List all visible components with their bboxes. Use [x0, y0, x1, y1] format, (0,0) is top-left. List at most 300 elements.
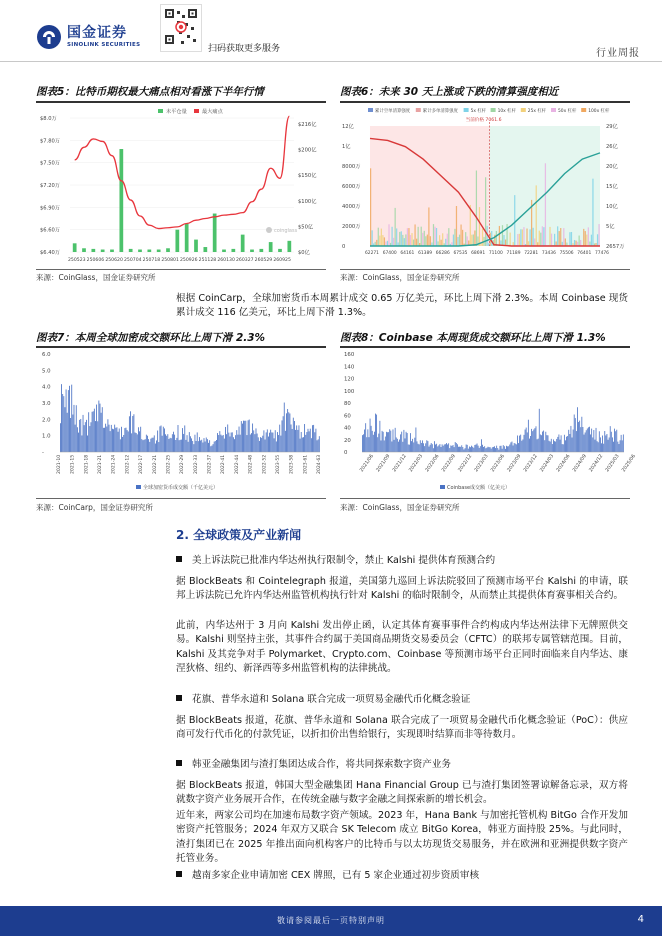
volume-bar [464, 449, 465, 452]
volume-bar [189, 432, 190, 452]
liquidation-bar [471, 235, 472, 246]
left-axis-tick: $7.50万 [40, 160, 61, 167]
x-axis-tick: 250704 [124, 258, 142, 263]
volume-bar [548, 435, 549, 452]
volume-bar [157, 431, 158, 452]
volume-bar [130, 411, 131, 452]
x-axis-tick: 2024/03 [539, 453, 556, 474]
volume-bar [387, 432, 388, 452]
volume-bar [478, 446, 479, 452]
volume-bar [67, 413, 68, 452]
news-bullet-vietnam [176, 869, 479, 883]
volume-bar [437, 446, 438, 452]
volume-bar [115, 428, 116, 452]
liquidation-bar [588, 227, 589, 246]
volume-bar [389, 429, 390, 452]
liquidation-bar [575, 241, 576, 246]
volume-bar [564, 435, 565, 452]
volume-bar [408, 444, 409, 452]
liquidation-bar [391, 227, 392, 246]
volume-bar [135, 432, 136, 452]
legend-label: 100x 杠杆 [588, 109, 610, 114]
volume-bar [411, 441, 412, 452]
volume-bar [401, 432, 402, 452]
liquidation-bar [559, 231, 560, 246]
volume-bar [204, 438, 205, 452]
legend-label: Coinbase成交额（亿美元） [447, 485, 511, 491]
liquidation-bar [526, 229, 527, 246]
volume-bar [443, 446, 444, 452]
volume-bar [91, 422, 92, 452]
volume-bar [498, 450, 499, 452]
volume-bar [504, 446, 505, 452]
volume-bar [482, 445, 483, 452]
volume-bar [550, 442, 551, 452]
volume-bar [288, 412, 289, 452]
figure7-bottom-rule [36, 498, 326, 499]
x-axis-tick: 77476 [595, 251, 609, 256]
volume-bar [254, 434, 255, 452]
volume-bar [588, 427, 589, 452]
open-interest-bar [241, 235, 245, 252]
liquidation-bar [499, 226, 500, 246]
open-interest-bar [213, 214, 217, 252]
x-axis-tick: 250718 [142, 258, 161, 263]
volume-bar [470, 447, 471, 452]
volume-bar [187, 435, 188, 452]
liquidation-bar [571, 232, 572, 246]
qr-code[interactable] [160, 4, 202, 52]
liquidation-bar [549, 227, 550, 246]
x-axis-tick: 2024-63 [317, 454, 322, 474]
volume-bar [445, 444, 446, 452]
liquidation-bar [574, 240, 575, 246]
liquidation-bar [457, 237, 458, 246]
footer-disclaimer[interactable]: 敬请参阅最后一页特别声明 [277, 916, 385, 925]
volume-bar [590, 434, 591, 452]
volume-bar [534, 428, 535, 452]
volume-bar [426, 440, 427, 452]
volume-bar [553, 439, 554, 452]
volume-bar [258, 437, 259, 452]
volume-bar [529, 439, 530, 452]
liquidation-bar [416, 239, 417, 246]
volume-bar [383, 432, 384, 452]
volume-bar [319, 436, 320, 452]
liquidation-bar [381, 229, 382, 246]
volume-bar [486, 448, 487, 452]
volume-bar [218, 435, 219, 452]
volume-bar [296, 425, 297, 452]
volume-bar [473, 448, 474, 452]
volume-bar [510, 442, 511, 452]
volume-bar [145, 439, 146, 452]
volume-bar [413, 442, 414, 452]
volume-bar [574, 415, 575, 452]
right-axis-tick: 20亿 [606, 164, 618, 170]
volume-bar [171, 438, 172, 452]
volume-bar [278, 435, 279, 452]
x-axis-tick: 260327 [236, 258, 254, 263]
right-axis-tick: 26亿 [606, 144, 618, 150]
liquidation-bar [569, 232, 570, 246]
volume-bar [179, 440, 180, 452]
volume-bar [517, 435, 518, 452]
liquidation-bar [520, 229, 521, 246]
chart5-svg [36, 104, 326, 268]
volume-bar [603, 444, 604, 452]
x-axis-tick: 2021/06 [359, 453, 376, 474]
legend-label: 25x 杠杆 [527, 109, 547, 114]
liquidation-bar [479, 207, 480, 246]
volume-bar [435, 444, 436, 452]
volume-bar [441, 447, 442, 452]
liquidation-bar [453, 235, 454, 246]
volume-bar [449, 448, 450, 452]
x-axis-tick: 2021-10 [57, 454, 62, 474]
open-interest-bar [82, 248, 86, 252]
volume-bar [224, 439, 225, 452]
volume-bar [384, 440, 385, 452]
volume-bar [364, 429, 365, 452]
volume-bar [276, 441, 277, 452]
x-axis-tick: 250523 [68, 258, 86, 263]
x-axis-tick: 2022-44 [234, 454, 240, 474]
volume-bar [495, 448, 496, 452]
qr-caption: 扫码获取更多服务 [208, 44, 281, 54]
volume-bar [226, 434, 227, 452]
volume-bar [143, 440, 144, 452]
volume-bar [100, 404, 101, 452]
liquidation-bar [414, 224, 415, 246]
volume-bar [174, 435, 175, 452]
volume-bar [480, 446, 481, 452]
volume-bar [223, 435, 224, 452]
volume-bar [287, 409, 288, 452]
volume-bar [540, 434, 541, 452]
volume-bar [497, 448, 498, 452]
volume-bar [468, 449, 469, 452]
left-axis-tick: $6.60万 [40, 227, 61, 234]
volume-bar [409, 445, 410, 452]
x-axis-tick: 2023-61 [303, 454, 309, 474]
volume-bar [569, 434, 570, 452]
x-axis-tick: 2023/03 [474, 453, 490, 474]
volume-bar [533, 430, 534, 452]
volume-bar [522, 439, 523, 452]
volume-bar [489, 447, 490, 452]
right-axis-tick: 29亿 [606, 124, 618, 130]
volume-bar [370, 419, 371, 452]
x-axis-tick: 72281 [524, 251, 539, 256]
volume-bar [514, 443, 515, 452]
volume-bar [516, 444, 517, 452]
liquidation-bar [422, 233, 423, 246]
volume-bar [402, 442, 403, 452]
volume-bar [306, 432, 307, 452]
liquidation-bar [447, 234, 448, 246]
open-interest-bar [222, 250, 226, 252]
liquidation-bar [540, 233, 541, 246]
volume-bar [178, 425, 179, 452]
volume-bar [182, 428, 183, 452]
liquidation-bar [545, 163, 546, 246]
volume-bar [146, 435, 147, 452]
volume-bar [506, 446, 507, 452]
volume-bar [79, 420, 80, 452]
liquidation-bar [460, 225, 461, 246]
x-axis-tick: 73436 [541, 251, 556, 256]
volume-bar [148, 439, 149, 452]
liquidation-bar [439, 235, 440, 246]
volume-bar [568, 430, 569, 452]
volume-bar [417, 441, 418, 452]
volume-bar [450, 445, 451, 452]
volume-bar [106, 427, 107, 452]
right-axis-tick: 15亿 [606, 184, 618, 190]
volume-bar [102, 407, 103, 452]
liquidation-bar [393, 238, 394, 246]
volume-bar [61, 384, 62, 452]
volume-bar [447, 444, 448, 452]
x-axis-tick: 260130 [217, 258, 235, 263]
volume-bar [600, 437, 601, 452]
liquidation-bar [407, 228, 408, 246]
volume-bar [172, 434, 173, 452]
legend-swatch [551, 108, 556, 112]
news-bullet-hana [176, 758, 451, 772]
x-axis-tick: 2023/09 [506, 453, 523, 474]
left-axis-tick: $7.20万 [40, 183, 61, 189]
volume-bar [565, 440, 566, 452]
volume-bar [270, 430, 271, 452]
volume-bar [446, 443, 447, 452]
x-axis-tick: 2025/03 [605, 453, 621, 474]
right-axis-tick: $150亿 [298, 173, 317, 180]
coinglass-watermark: coinglass [274, 228, 298, 234]
volume-bar [604, 431, 605, 452]
volume-bar [242, 424, 243, 452]
volume-bar [303, 437, 304, 452]
volume-bar [312, 425, 313, 452]
liquidation-bar [591, 235, 592, 246]
volume-bar [74, 405, 75, 452]
liquidation-bar [399, 232, 400, 246]
volume-bar [93, 411, 94, 452]
x-axis-tick: 2024/09 [572, 453, 588, 474]
volume-bar [164, 428, 165, 452]
volume-bar [158, 442, 159, 452]
volume-bar [525, 430, 526, 452]
volume-bar [185, 440, 186, 452]
x-axis-tick: 2021-18 [84, 454, 90, 474]
volume-bar [309, 431, 310, 452]
x-axis-tick: 2022-33 [193, 454, 199, 474]
x-axis-tick: 2022-48 [248, 454, 254, 474]
volume-bar [488, 447, 489, 452]
liquidation-bar [459, 235, 460, 246]
volume-bar [313, 425, 314, 452]
right-axis-tick: $100亿 [298, 198, 317, 205]
volume-bar [431, 443, 432, 452]
liquidation-bar [378, 228, 379, 246]
x-axis-tick: 2023-55 [275, 454, 281, 474]
liquidation-bar [502, 225, 503, 246]
volume-bar [257, 434, 258, 452]
legend-swatch [416, 108, 421, 112]
liquidation-bar [465, 232, 466, 246]
volume-bar [308, 429, 309, 452]
volume-bar [424, 446, 425, 452]
volume-bar [405, 438, 406, 452]
volume-bar [250, 434, 251, 452]
x-axis-tick: 64161 [400, 251, 415, 256]
volume-bar [274, 438, 275, 452]
open-interest-bar [166, 248, 170, 252]
x-axis-tick: 76401 [577, 251, 592, 256]
liquidation-bar [462, 230, 463, 246]
volume-bar [526, 428, 527, 452]
volume-bar [117, 427, 118, 452]
volume-bar [260, 437, 261, 452]
liquidation-bar [436, 228, 437, 246]
liquidation-bar [565, 238, 566, 246]
volume-bar [406, 432, 407, 452]
volume-bar [493, 447, 494, 452]
liquidation-bar [528, 241, 529, 246]
open-interest-bar [119, 149, 123, 252]
y-axis-tick: 60 [344, 413, 351, 420]
kalshi-paragraph-1: 据 BlockBeats 和 Cointelegraph 报道，美国第九巡回上诉法院驳回了预测市场平台 Kalshi 的申请，联邦上诉法院已允许内华达州监管机构执行针对 Kalshi 的临时限制令，从而禁止其提供体育赛事相关合约。 [176, 576, 628, 602]
volume-bar [551, 439, 552, 452]
volume-bar [363, 434, 364, 452]
volume-bar [432, 444, 433, 452]
volume-bar [159, 426, 160, 452]
page-number: 4 [637, 914, 644, 925]
volume-bar [140, 427, 141, 452]
volume-bar [537, 439, 538, 452]
volume-bar [294, 421, 295, 452]
volume-bar [65, 407, 66, 452]
volume-bar [530, 436, 531, 452]
volume-bar [205, 441, 206, 452]
long-side-shade [490, 126, 600, 246]
liquidation-bar [485, 177, 486, 246]
volume-bar [528, 420, 529, 452]
volume-bar [545, 432, 546, 452]
legend-swatch [521, 108, 526, 112]
volume-bar [126, 428, 127, 452]
volume-bar [311, 438, 312, 452]
volume-bar [531, 429, 532, 452]
volume-bar [133, 414, 134, 452]
volume-bar [422, 440, 423, 452]
volume-bar [156, 440, 157, 452]
volume-bar [317, 440, 318, 452]
volume-bar [222, 436, 223, 452]
volume-bar [206, 438, 207, 452]
volume-bar [532, 431, 533, 452]
liquidation-bar [529, 229, 530, 246]
max-pain-line [75, 116, 290, 228]
left-axis-tick: 6000万 [342, 184, 361, 190]
volume-bar [196, 441, 197, 452]
volume-bar [453, 445, 454, 452]
bullet-square-icon [176, 556, 182, 562]
figure8-bottom-rule [340, 498, 630, 499]
liquidation-bar [396, 228, 397, 246]
right-axis-tick: 2657万 [606, 244, 625, 250]
x-axis-tick: 61389 [418, 251, 433, 256]
liquidation-bar [488, 243, 489, 246]
volume-bar [538, 439, 539, 452]
volume-bar [362, 435, 363, 452]
volume-bar [234, 439, 235, 452]
volume-bar [275, 430, 276, 452]
volume-bar [580, 427, 581, 452]
liquidation-bar [579, 236, 580, 246]
volume-bar [114, 425, 115, 452]
legend-label: 10x 杠杆 [497, 109, 516, 114]
liquidation-bar [539, 231, 540, 246]
volume-bar [496, 446, 497, 452]
volume-bar [273, 433, 274, 452]
volume-bar [614, 429, 615, 452]
volume-bar [597, 441, 598, 452]
volume-bar [562, 444, 563, 452]
volume-bar [454, 447, 455, 452]
liquidation-bar [503, 235, 504, 246]
volume-bar [433, 448, 434, 452]
hana-paragraph-1: 据 BlockBeats 报道，韩国大型金融集团 Hana Financial Group 已与渣打集团签署谅解备忘录，双方将就数字资产业务展开合作，在传统金融与数字金融之间探索新的增长机会。 [176, 780, 628, 806]
volume-bar [147, 436, 148, 452]
liquidation-bar [586, 235, 587, 246]
volume-bar [200, 440, 201, 452]
volume-bar [467, 445, 468, 452]
volume-bar [599, 431, 600, 452]
volume-bar [139, 431, 140, 452]
figure6-source: 来源：CoinGlass，国金证券研究所 [340, 273, 460, 282]
volume-bar [622, 440, 623, 452]
volume-bar [271, 432, 272, 452]
volume-bar [494, 446, 495, 452]
volume-bar [105, 424, 106, 452]
liquidation-bar [428, 207, 429, 246]
volume-bar [596, 428, 597, 452]
volume-bar [173, 432, 174, 452]
volume-bar [481, 439, 482, 452]
volume-bar [265, 439, 266, 452]
figure6-bottom-rule [340, 269, 630, 270]
volume-bar [434, 441, 435, 452]
volume-bar [593, 430, 594, 452]
volume-bar [371, 426, 372, 452]
x-axis-tick: 250606 [86, 258, 105, 263]
volume-bar [469, 447, 470, 452]
volume-bar [419, 444, 420, 452]
volume-bar [97, 421, 98, 452]
volume-bar [400, 434, 401, 452]
volume-bar [556, 439, 557, 452]
volume-bar [592, 437, 593, 452]
volume-bar [391, 441, 392, 452]
volume-bar [132, 416, 133, 452]
liquidation-bar [413, 240, 414, 246]
volume-bar [414, 438, 415, 452]
volume-bar [107, 419, 108, 452]
volume-bar [474, 445, 475, 452]
volume-bar [412, 439, 413, 452]
